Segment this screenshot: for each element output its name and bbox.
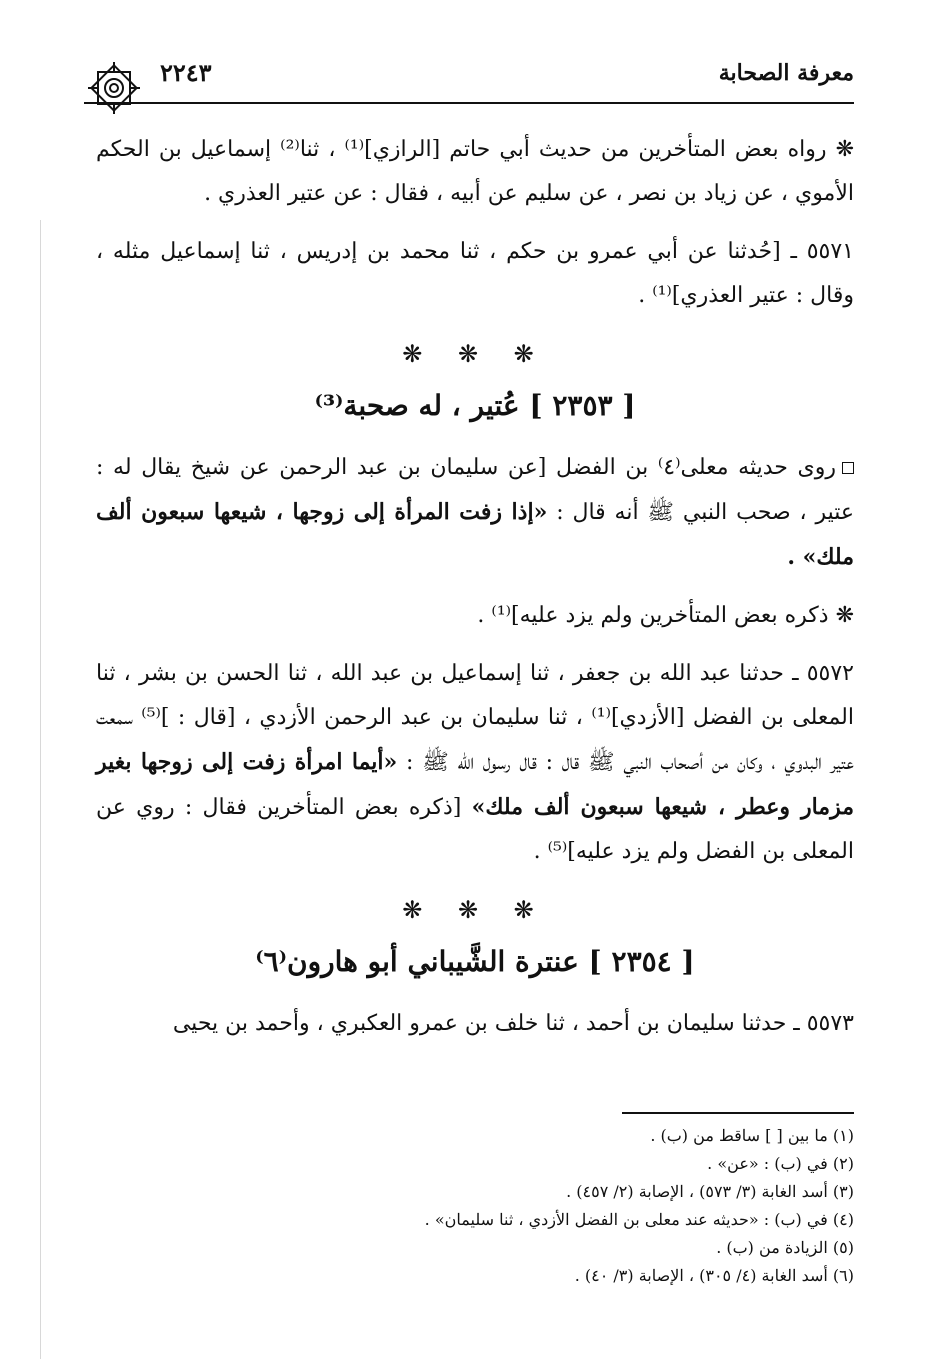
hadith-quote: «إذا زفت المرأة إلى زوجها ، شيعها سبعون ألف ملك» . bbox=[96, 499, 854, 570]
page-body bbox=[96, 128, 854, 1060]
paragraph-5572 bbox=[96, 652, 854, 874]
star-ornament-icon bbox=[86, 60, 142, 116]
paragraph-3 bbox=[96, 446, 854, 580]
footnote-1: (١) ما بين [ ] ساقط من (ب) . bbox=[650, 1126, 854, 1145]
entry-title-2353: [ ٢٣٥٣ ] عُتير ، له صحبة⁽³⁾ bbox=[314, 389, 636, 422]
paragraph-5573: ٥٥٧٣ ـ حدثنا سليمان بن أحمد ، ثنا خلف بن عمرو العكبري ، وأحمد بن يحيى bbox=[172, 1011, 854, 1036]
paragraph-3-text: روى حديثه معلى⁽٤⁾ بن الفضل [عن سليمان بن عبد الرحمن عن شيخ يقال له : عتير ، صحب النبي ﷺ أنه قال : bbox=[96, 455, 854, 525]
footnote-2: (٢) في (ب) : «عن» . bbox=[707, 1154, 854, 1173]
section-divider: ❋ ❋ ❋ bbox=[402, 896, 548, 924]
paragraph-5572-text: ٥٥٧٢ ـ حدثنا عبد الله بن جعفر ، ثنا إسماعيل بن عبد الله ، ثنا الحسن بن بشر ، ثنا المعلى بن الفضل [الأزدي]⁽¹⁾ ، ثنا سليمان بن عبد الرحمن الأزدي ، [قال : ]⁽⁵⁾ سمعت عتير البدوي ، وكان من أصحاب النبي ﷺ قال : قال رسول الله ﷺ : bbox=[96, 661, 854, 775]
page-edge-line bbox=[40, 220, 41, 1359]
paragraph-5572-tail: [ذكره بعض المتأخرين فقال : روي عن المعلى بن الفضل ولم يزد عليه]⁽⁵⁾ . bbox=[96, 795, 854, 864]
section-divider: ❋ ❋ ❋ bbox=[402, 340, 548, 368]
entry-title-2354: [ ٢٣٥٤ ] عنترة الشَّيباني أبو هارون⁽٦⁾ bbox=[255, 945, 695, 978]
hadith-quote: «أيما امرأة زفت إلى زوجها بغير مزمار وعطر ، شيعها سبعون ألف ملك» bbox=[96, 749, 854, 820]
running-title: معرفة الصحابة bbox=[718, 60, 854, 86]
footnotes bbox=[96, 1112, 854, 1290]
paragraph-1: ❋ رواه بعض المتأخرين من حديث أبي حاتم [الرازي]⁽¹⁾ ، ثنا⁽²⁾ إسماعيل بن الحكم الأموي ، عن زياد بن نصر ، عن سليم عن أبيه ، فقال : عن عتير العذري . bbox=[96, 137, 855, 206]
footnote-3: (٣) أسد الغابة (٣/ ٥٧٣) ، الإصابة (٢/ ٤٥٧) . bbox=[566, 1182, 854, 1201]
paragraph-5571: ٥٥٧١ ـ [حُدثنا عن أبي عمرو بن حكم ، ثنا محمد بن إدريس ، ثنا إسماعيل مثله ، وقال : عتير العذري]⁽¹⁾ . bbox=[96, 239, 854, 308]
footnote-6: (٦) أسد الغابة (٤/ ٣٠٥) ، الإصابة (٣/ ٤٠) . bbox=[574, 1266, 854, 1285]
footnote-4: (٤) في (ب) : «حديثه عند معلى بن الفضل الأزدي ، ثنا سليمان» . bbox=[424, 1210, 854, 1229]
square-icon bbox=[842, 462, 854, 474]
page-number: ٢٢٤٣ bbox=[160, 58, 212, 87]
page-header bbox=[84, 52, 854, 104]
footnote-rule bbox=[622, 1112, 854, 1114]
paragraph-4: ❋ ذكره بعض المتأخرين ولم يزد عليه]⁽¹⁾ . bbox=[477, 603, 854, 628]
footnote-5: (٥) الزيادة من (ب) . bbox=[716, 1238, 854, 1257]
